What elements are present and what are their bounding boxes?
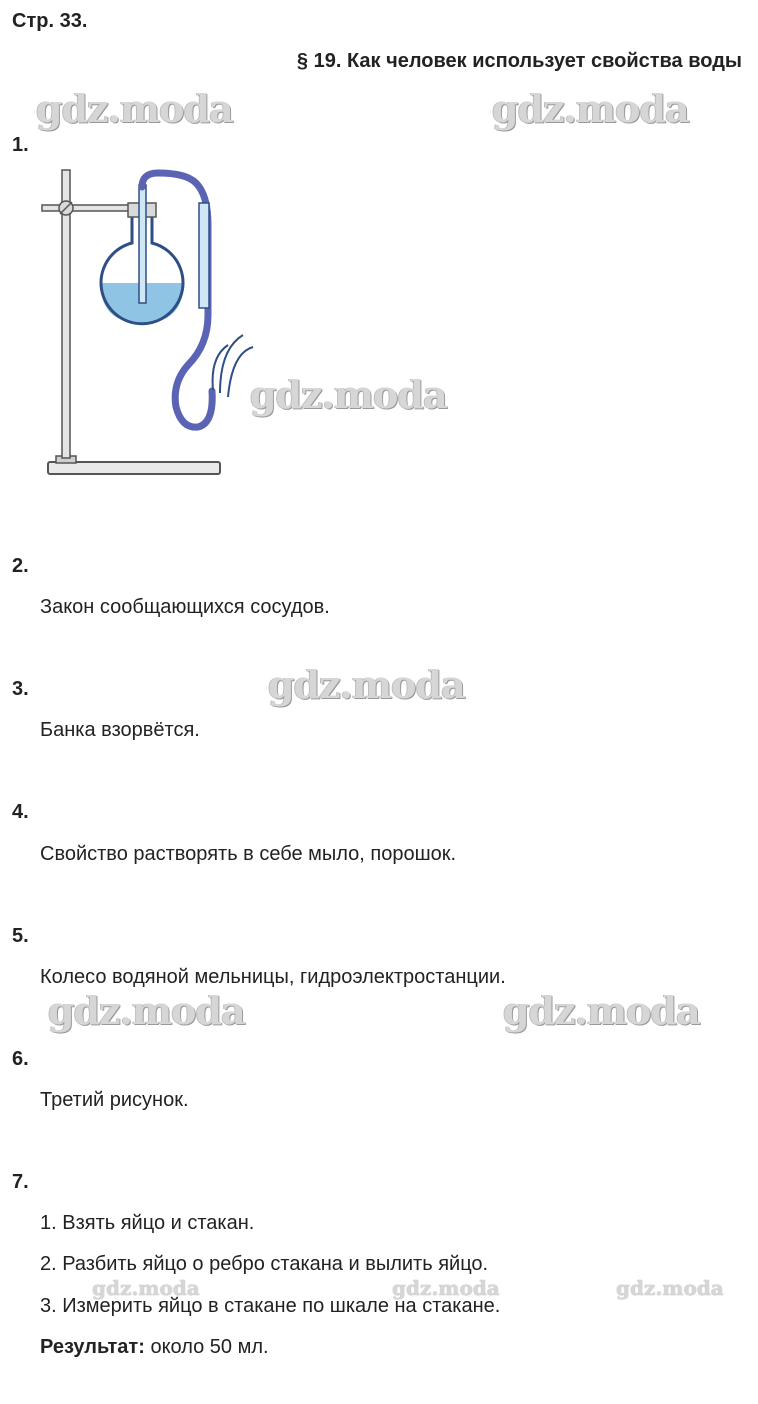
- task-number: 5.: [12, 925, 29, 947]
- result-label: Результат:: [40, 1336, 145, 1358]
- task-number: 2.: [12, 555, 29, 577]
- stand-base: [48, 462, 220, 474]
- inner-tube: [139, 185, 146, 303]
- watermark: gdz.moda: [250, 372, 447, 417]
- task-number: 7.: [12, 1171, 29, 1193]
- watermark: gdz.moda: [48, 988, 245, 1033]
- task-step: 2. Разбить яйцо о ребро стакана и вылить яйцо.: [40, 1253, 489, 1275]
- watermark: gdz.moda: [36, 86, 233, 131]
- watermark: gdz.moda: [503, 988, 700, 1033]
- side-tube: [199, 203, 209, 308]
- section-title: § 19. Как человек использует свойства воды: [296, 50, 742, 72]
- watermark: gdz.moda: [616, 1276, 724, 1300]
- water-spray: [228, 347, 253, 397]
- flask-apparatus-illustration: [38, 165, 268, 485]
- task-number: 1.: [12, 134, 29, 156]
- task-number: 3.: [12, 678, 29, 700]
- water-spray: [220, 335, 243, 393]
- watermark: gdz.moda: [392, 1276, 500, 1300]
- task-step: 3. Измерить яйцо в стакане по шкале на стакане.: [40, 1295, 501, 1317]
- page-label: Стр. 33.: [12, 10, 88, 32]
- task-number: 6.: [12, 1048, 29, 1070]
- task-answer: Третий рисунок.: [40, 1089, 189, 1111]
- task-answer: Свойство растворять в себе мыло, порошок.: [40, 843, 457, 865]
- watermark: gdz.moda: [92, 1276, 200, 1300]
- task-answer: Банка взорвётся.: [40, 719, 200, 741]
- task-answer: Колесо водяной мельницы, гидроэлектростанции.: [40, 966, 506, 988]
- task-step: 1. Взять яйцо и стакан.: [40, 1212, 255, 1234]
- task-answer: Закон сообщающихся сосудов.: [40, 596, 330, 618]
- task-number: 4.: [12, 801, 29, 823]
- watermark: gdz.moda: [268, 662, 465, 707]
- result-value: около 50 мл.: [144, 1336, 269, 1358]
- watermark: gdz.moda: [492, 86, 689, 131]
- clamp-arm: [42, 205, 142, 211]
- task-result: [40, 1336, 269, 1359]
